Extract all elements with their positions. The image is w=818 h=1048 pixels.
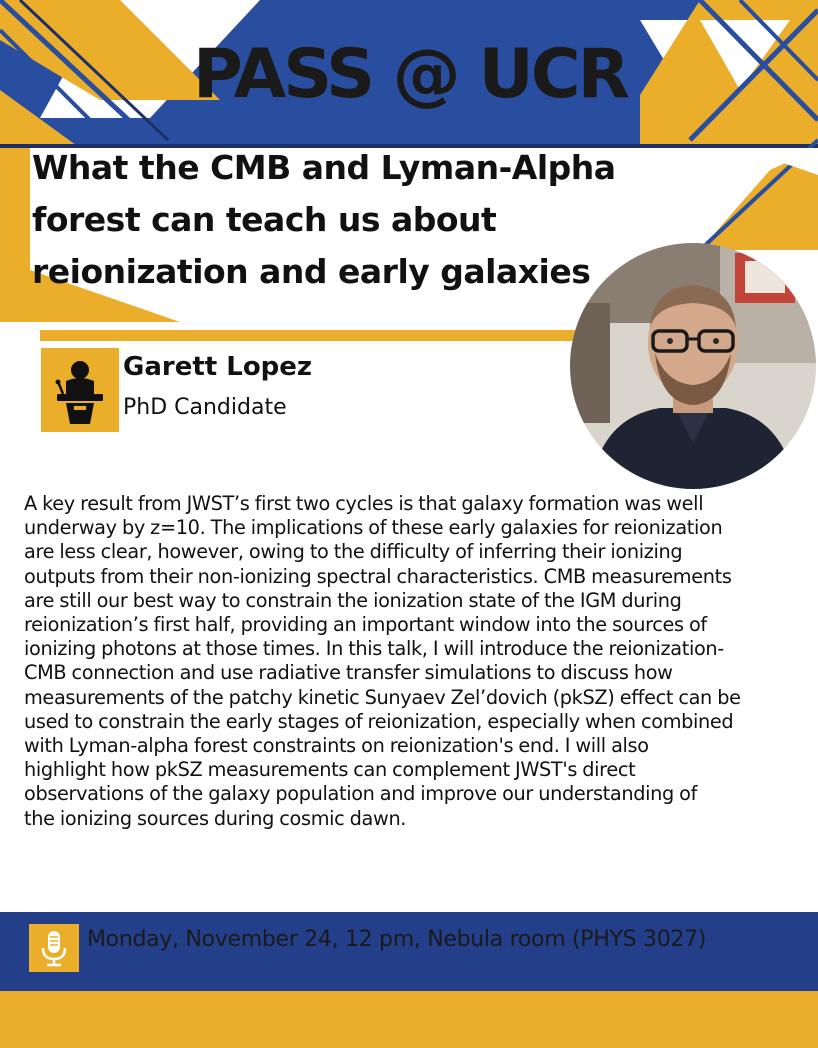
abstract-line: are less clear, however, owing to the difficulty of inferring their ionizing xyxy=(24,540,683,564)
abstract-line: measurements of the patchy kinetic Sunyaev Zel’dovich (pkSZ) effect can be xyxy=(24,685,741,709)
abstract-line: are still our best way to constrain the ionization state of the IGM during xyxy=(24,588,682,612)
talk-title-line: What the CMB and Lyman-Alpha xyxy=(32,148,616,187)
speaker-photo xyxy=(570,243,816,489)
talk-title xyxy=(32,142,672,298)
abstract-line: A key result from JWST’s first two cycles is that galaxy formation was well xyxy=(24,492,704,515)
footer-gold-strip xyxy=(0,991,818,1048)
speaker-role: PhD Candidate xyxy=(123,395,287,420)
abstract-line: ionizing photons at those times. In this talk, I will introduce the reionization- xyxy=(24,637,724,661)
talk-title-line: forest can teach us about xyxy=(32,200,497,239)
section-divider xyxy=(40,330,600,341)
abstract-line: with Lyman-alpha forest constraints on reionization's end. I will also xyxy=(24,734,649,758)
presenter-at-podium-icon xyxy=(41,348,119,432)
talk-title-line: reionization and early galaxies xyxy=(32,252,591,291)
abstract-line: CMB connection and use radiative transfer simulations to discuss how xyxy=(24,661,673,685)
speaker-name: Garett Lopez xyxy=(123,352,313,382)
abstract-line: underway by z=10. The implications of these early galaxies for reionization xyxy=(24,516,723,540)
microphone-icon xyxy=(29,924,79,972)
event-details: Monday, November 24, 12 pm, Nebula room (PHYS 3027) xyxy=(87,927,707,952)
abstract-line: outputs from their non-ionizing spectral characteristics. CMB measurements xyxy=(24,564,732,588)
abstract-line: highlight how pkSZ measurements can complement JWST's direct xyxy=(24,758,636,782)
abstract-line: used to constrain the early stages of reionization, especially when combined xyxy=(24,709,734,733)
abstract-text xyxy=(24,492,794,831)
abstract-line: reionization’s first half, providing an important window into the sources of xyxy=(24,613,707,637)
abstract-line: the ionizing sources during cosmic dawn. xyxy=(24,806,407,830)
abstract-line: observations of the galaxy population and improve our understanding of xyxy=(24,782,698,806)
banner-title: PASS @ UCR xyxy=(193,35,627,114)
